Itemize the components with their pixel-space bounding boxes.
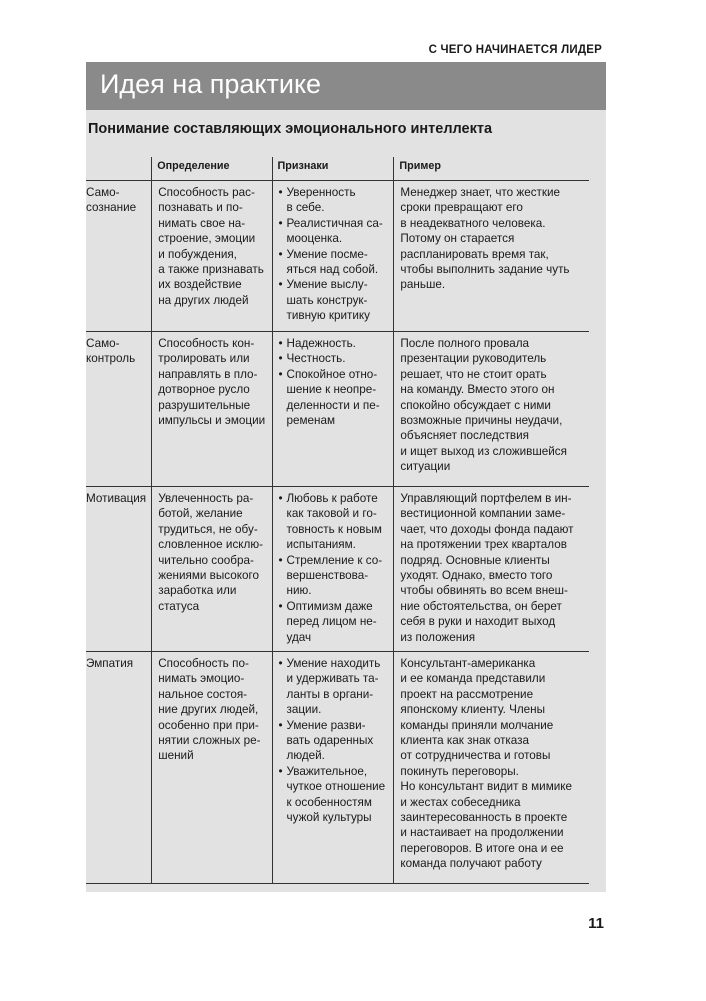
sign-line: • Надежность. xyxy=(286,337,356,350)
signs-list xyxy=(279,336,394,428)
sign-line: вершенствова- xyxy=(286,569,369,583)
definition-cell-line: заработка или xyxy=(158,584,237,598)
example-cell-line: из положения xyxy=(400,630,476,644)
definition-cell-line: строение, эмоции xyxy=(158,232,256,246)
example-cell-line: раньше. xyxy=(400,278,446,292)
component-cell-line: Мотивация xyxy=(86,492,147,505)
example-cell-line: себя в руки и находит выход xyxy=(400,615,556,629)
example-cell-line: подряд. Основные клиенты xyxy=(400,553,550,567)
example-cell-line: презентации руководитель xyxy=(400,352,547,366)
example-cell-line: и жестах собеседника xyxy=(400,795,521,809)
definition-cell-line: тролировать или xyxy=(158,352,250,366)
sign-line: товность к новым xyxy=(286,522,382,536)
example-cell-line: Менеджер знает, что жесткие xyxy=(400,186,561,199)
sign-bullet-item xyxy=(279,336,394,351)
definition-cell-line: и побуждения, xyxy=(158,247,237,261)
sign-line: ременам xyxy=(286,414,336,428)
sign-line: • Спокойное отно- xyxy=(286,367,378,381)
ei-components-table xyxy=(86,157,589,884)
definition-cell-line: статуса xyxy=(158,599,200,613)
sign-line: • Стремление к со- xyxy=(286,553,383,567)
sign-bullet-item xyxy=(279,247,394,278)
definition-cell-line: разрушительные xyxy=(158,398,251,412)
sign-bullet-item xyxy=(279,656,394,718)
signs-list xyxy=(279,656,394,825)
signs-cell xyxy=(272,332,394,487)
sign-line: • Честность. xyxy=(286,352,346,366)
section-title: Идея на практике xyxy=(100,69,322,99)
definition-cell-line: направлять в пло- xyxy=(158,367,258,381)
sign-line: в себе. xyxy=(286,201,325,215)
sign-line: • Реалистичная са- xyxy=(286,216,383,230)
sign-line: шение к неопре- xyxy=(286,383,377,397)
definition-cell-line: Способность рас- xyxy=(158,186,255,199)
page-number: 11 xyxy=(588,915,604,932)
sign-line: ланты в органи- xyxy=(286,687,374,701)
sign-bullet-item xyxy=(279,351,394,366)
example-cell-line: чает, что доходы фонда падают xyxy=(400,522,574,536)
sign-line: чуткое отношение xyxy=(286,780,386,794)
component-cell-line: Само- xyxy=(86,337,120,350)
table-row xyxy=(86,332,589,487)
example-cell-line: После полного провала xyxy=(400,337,530,350)
example-cell-line: возможные причины неудачи, xyxy=(400,414,563,428)
signs-cell xyxy=(272,181,394,332)
example-cell xyxy=(394,181,589,332)
component-cell xyxy=(86,332,152,487)
sign-line: • Умение находить xyxy=(286,657,381,670)
column-header-component xyxy=(86,157,152,181)
example-cell-line: Потому он старается xyxy=(400,232,515,246)
sign-bullet-item xyxy=(279,764,394,826)
example-cell xyxy=(394,652,589,884)
example-cell-line: клиента как знак отказа xyxy=(400,734,530,748)
sign-line: к особенностям xyxy=(286,795,372,809)
sign-line: • Оптимизм даже xyxy=(286,599,373,613)
definition-cell-line: особенно при при- xyxy=(158,718,259,732)
sign-line: вать одаренных xyxy=(286,734,374,748)
definition-cell xyxy=(152,332,272,487)
definition-cell-line: Способность по- xyxy=(158,657,249,670)
sign-line: нию. xyxy=(286,584,312,598)
sign-line: мооценка. xyxy=(286,232,343,246)
sign-bullet-item xyxy=(279,367,394,429)
example-cell-line: чтобы выполнить задание чуть xyxy=(400,263,570,277)
example-cell-line: проект на рассмотрение xyxy=(400,687,534,701)
sign-bullet-item xyxy=(279,185,394,216)
definition-cell-line: нимать эмоцио- xyxy=(158,672,245,686)
sign-bullet-item xyxy=(279,553,394,599)
definition-cell-line: нимать свое на- xyxy=(158,216,246,230)
sign-line: деленности и пе- xyxy=(286,398,380,412)
example-cell-line: переговоров. В итоге она и ее xyxy=(400,841,564,855)
sign-line: людей. xyxy=(286,749,325,763)
sign-line: и удерживать та- xyxy=(286,672,379,686)
sign-line: испытаниям. xyxy=(286,538,356,552)
definition-cell-line: словленное исклю- xyxy=(158,538,264,552)
sign-line: яться над собой. xyxy=(286,263,379,277)
definition-cell-line: на других людей xyxy=(158,293,249,307)
component-cell-line: Эмпатия xyxy=(86,657,134,670)
example-cell-line: покинуть переговоры. xyxy=(400,764,519,778)
table-row xyxy=(86,652,589,884)
example-cell-line: команды приняли молчание xyxy=(400,718,554,732)
table-row xyxy=(86,487,589,652)
table-heading: Понимание составляющих эмоционального интеллекта xyxy=(88,121,493,137)
component-cell-line: контроль xyxy=(86,352,136,366)
sign-line: зации. xyxy=(286,703,322,717)
example-cell-line: от сотрудничества и готовы xyxy=(400,749,551,763)
example-cell xyxy=(394,487,589,652)
example-cell-line: заинтересованность в проекте xyxy=(400,811,568,825)
signs-cell xyxy=(272,487,394,652)
example-cell-line: команда получают работу xyxy=(400,857,542,871)
table-row xyxy=(86,181,589,332)
example-cell-line: спокойно обсуждает с ними xyxy=(400,398,551,412)
sign-bullet-item xyxy=(279,599,394,645)
column-header-definition: Определение xyxy=(152,157,272,181)
table-header-row xyxy=(86,157,589,181)
signs-list xyxy=(279,491,394,645)
definition-cell xyxy=(152,487,272,652)
sign-line: • Уверенность xyxy=(286,186,356,199)
sign-bullet-item xyxy=(279,277,394,323)
example-cell-line: на команду. Вместо этого он xyxy=(400,383,555,397)
definition-cell-line: Увлеченность ра- xyxy=(158,492,254,505)
definition-cell xyxy=(152,181,272,332)
signs-list xyxy=(279,185,394,324)
example-cell-line: Консультант-американка xyxy=(400,657,536,670)
sign-line: • Уважительное, xyxy=(286,764,368,778)
sign-bullet-item xyxy=(279,216,394,247)
example-cell-line: ние обстоятельства, он берет xyxy=(400,599,562,613)
sign-line: чужой культуры xyxy=(286,811,372,825)
component-cell xyxy=(86,181,152,332)
example-cell-line: объясняет последствия xyxy=(400,429,530,443)
definition-cell-line: ботой, желание xyxy=(158,507,243,521)
running-head: С ЧЕГО НАЧИНАЕТСЯ ЛИДЕР xyxy=(428,44,602,56)
example-cell-line: решает, что не стоит орать xyxy=(400,367,547,381)
example-cell-line: чтобы обвинять во всем внеш- xyxy=(400,584,568,598)
example-cell-line: и настаивает на продолжении xyxy=(400,826,564,840)
title-band xyxy=(86,62,606,110)
sign-line: • Любовь к работе xyxy=(286,492,378,505)
example-cell-line: вестиционной компании заме- xyxy=(400,507,566,521)
component-cell-line: Само- xyxy=(86,186,120,199)
definition-cell-line: Способность кон- xyxy=(158,337,255,350)
definition-cell-line: нальное состоя- xyxy=(158,687,248,701)
example-cell-line: и ищет выход из сложившейся xyxy=(400,444,567,458)
example-cell-line: сроки превращают его xyxy=(400,201,523,215)
definition-cell-line: ние других людей, xyxy=(158,703,259,717)
column-header-signs: Признаки xyxy=(272,157,394,181)
definition-cell-line: их воздействие xyxy=(158,278,242,292)
sign-line: тивную критику xyxy=(286,309,371,323)
example-cell-line: в неадекватного человека. xyxy=(400,216,546,230)
sign-line: • Умение выслу- xyxy=(286,278,368,292)
definition-cell-line: нятии сложных ре- xyxy=(158,734,261,748)
definition-cell-line: шений xyxy=(158,749,194,763)
definition-cell-line: чительно сообра- xyxy=(158,553,254,567)
column-header-example: Пример xyxy=(394,157,589,181)
definition-cell-line: трудиться, не обу- xyxy=(158,522,258,536)
example-cell-line: уходят. Однако, вместо того xyxy=(400,569,553,583)
example-cell-line: японскому клиенту. Члены xyxy=(400,703,546,717)
example-cell-line: Но консультант видит в мимике xyxy=(400,780,573,794)
definition-cell xyxy=(152,652,272,884)
example-cell xyxy=(394,332,589,487)
component-cell-line: сознание xyxy=(86,201,137,215)
example-cell-line: Управляющий портфелем в ин- xyxy=(400,492,572,505)
example-cell-line: и ее команда представили xyxy=(400,672,546,686)
sign-line: шать конструк- xyxy=(286,293,368,307)
example-cell-line: на протяжении трех кварталов xyxy=(400,538,567,552)
sign-line: • Умение посме- xyxy=(286,247,368,261)
sign-line: • Умение разви- xyxy=(286,718,366,732)
definition-cell-line: импульсы и эмоции xyxy=(158,414,266,428)
definition-cell-line: а также признавать xyxy=(158,263,264,277)
definition-cell-line: дотворное русло xyxy=(158,383,250,397)
sign-bullet-item xyxy=(279,491,394,553)
sign-line: перед лицом не- xyxy=(286,615,377,629)
sign-bullet-item xyxy=(279,718,394,764)
example-cell-line: ситуации xyxy=(400,460,451,474)
definition-cell-line: жениями высокого xyxy=(158,569,259,583)
component-cell xyxy=(86,652,152,884)
definition-cell-line: познавать и по- xyxy=(158,201,243,215)
component-cell xyxy=(86,487,152,652)
signs-cell xyxy=(272,652,394,884)
sign-line: удач xyxy=(286,630,312,644)
example-cell-line: распланировать время так, xyxy=(400,247,549,261)
sign-line: как таковой и го- xyxy=(286,507,377,521)
